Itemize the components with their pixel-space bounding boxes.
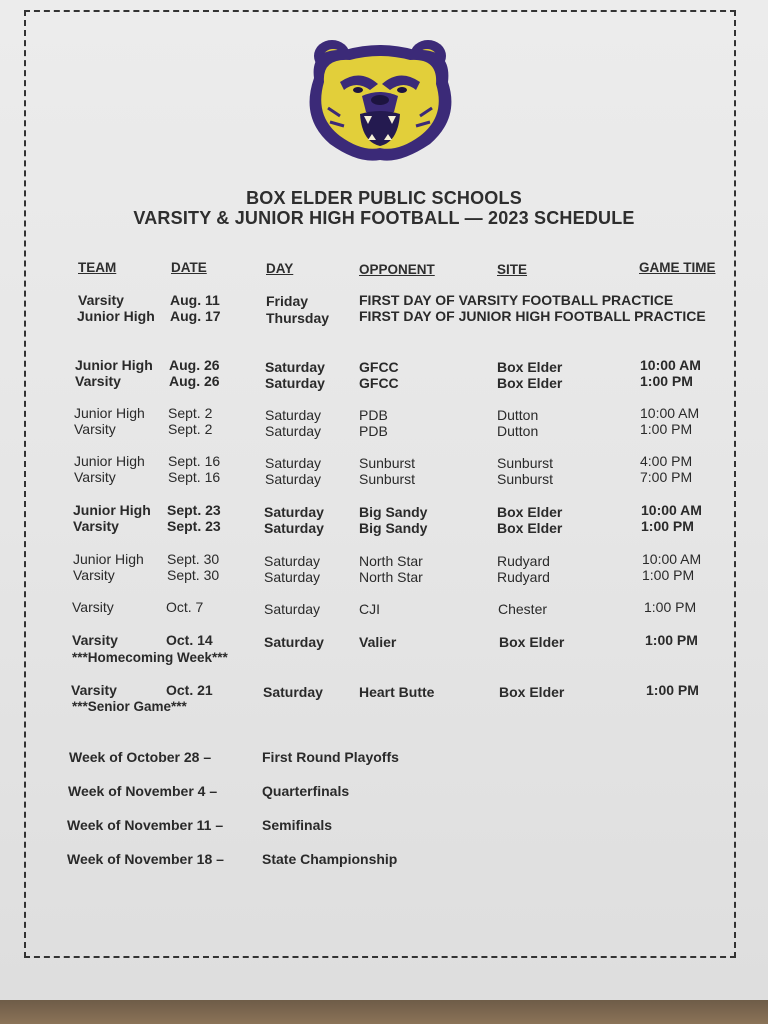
- game-time: 1:00 PM: [640, 373, 693, 389]
- game-time: 10:00 AM: [641, 502, 702, 518]
- game-opponent: Big Sandy: [359, 504, 428, 520]
- practice-day: Thursday: [266, 310, 330, 326]
- playoff-week: Week of November 18 –: [67, 851, 224, 867]
- game-site: Box Elder: [499, 634, 565, 650]
- schedule-title: VARSITY & JUNIOR HIGH FOOTBALL — 2023 SCHEDULE: [133, 208, 635, 228]
- game-opponent: CJI: [359, 601, 380, 617]
- game-site: Box Elder: [497, 504, 563, 520]
- game-date: Sept. 30: [167, 551, 220, 567]
- game-team: Varsity: [74, 421, 116, 437]
- game-time: 7:00 PM: [640, 469, 693, 485]
- game-opponent: Sunburst: [359, 471, 416, 487]
- game-site: Sunburst: [497, 455, 554, 471]
- game-opponent: North Star: [359, 553, 423, 569]
- game-opponent: Heart Butte: [359, 684, 435, 700]
- playoff-round: State Championship: [262, 851, 398, 867]
- header-game-time: GAME TIME: [639, 260, 716, 275]
- game-opponent: GFCC: [359, 359, 399, 375]
- header-site: SITE: [497, 262, 528, 277]
- game-team: Varsity: [71, 682, 117, 698]
- game-team: Junior High: [73, 551, 144, 567]
- game-site: Chester: [498, 601, 548, 617]
- game-day: Saturday: [265, 455, 322, 471]
- game-date: Aug. 26: [169, 373, 220, 389]
- game-day: Saturday: [264, 520, 324, 536]
- header-team: TEAM: [78, 260, 117, 275]
- game-time: 10:00 AM: [642, 551, 702, 567]
- game-time: 4:00 PM: [640, 453, 693, 469]
- game-opponent: Big Sandy: [359, 520, 428, 536]
- game-date: Oct. 7: [166, 599, 204, 615]
- game-opponent: Valier: [359, 634, 397, 650]
- game-site: Rudyard: [497, 569, 550, 585]
- practice-date: Aug. 17: [170, 308, 221, 324]
- practice-note: FIRST DAY OF VARSITY FOOTBALL PRACTICE: [359, 292, 674, 308]
- game-date: Sept. 23: [167, 502, 221, 518]
- bear-head-logo-icon: [300, 38, 460, 162]
- game-date: Oct. 21: [166, 682, 213, 698]
- game-time: 1:00 PM: [645, 632, 698, 648]
- game-day: Saturday: [265, 359, 325, 375]
- game-team: Varsity: [75, 373, 121, 389]
- game-time: 1:00 PM: [640, 421, 693, 437]
- header-date: DATE: [171, 260, 207, 275]
- playoff-round: First Round Playoffs: [262, 749, 399, 765]
- game-team: Junior High: [73, 502, 151, 518]
- game-date: Sept. 2: [168, 421, 213, 437]
- game-time: 1:00 PM: [644, 599, 697, 615]
- playoff-round: Semifinals: [262, 817, 333, 833]
- game-site: Box Elder: [499, 684, 565, 700]
- game-site: Box Elder: [497, 359, 563, 375]
- game-date: Sept. 16: [168, 453, 221, 469]
- game-date: Sept. 2: [168, 405, 213, 421]
- game-opponent: PDB: [359, 423, 388, 439]
- practice-date: Aug. 11: [170, 292, 220, 308]
- practice-day: Friday: [266, 293, 309, 309]
- game-site: Box Elder: [497, 375, 563, 391]
- game-date: Aug. 26: [169, 357, 220, 373]
- game-day: Saturday: [265, 423, 322, 439]
- practice-team: Junior High: [77, 308, 155, 324]
- playoff-week: Week of October 28 –: [69, 749, 212, 765]
- game-day: Saturday: [264, 553, 321, 569]
- game-site: Dutton: [497, 407, 539, 423]
- table-surface: [0, 1000, 768, 1024]
- game-opponent: GFCC: [359, 375, 399, 391]
- playoff-round: Quarterfinals: [262, 783, 350, 799]
- game-team: Varsity: [73, 518, 119, 534]
- game-time: 1:00 PM: [642, 567, 695, 583]
- game-team: Varsity: [72, 632, 118, 648]
- senior-game-note: ***Senior Game***: [72, 699, 187, 714]
- playoff-week: Week of November 4 –: [68, 783, 218, 799]
- school-name: BOX ELDER PUBLIC SCHOOLS: [246, 188, 522, 208]
- game-opponent: North Star: [359, 569, 423, 585]
- game-day: Saturday: [263, 684, 323, 700]
- game-team: Varsity: [74, 469, 116, 485]
- game-date: Sept. 23: [167, 518, 221, 534]
- homecoming-note: ***Homecoming Week***: [72, 650, 228, 665]
- game-day: Saturday: [264, 601, 321, 617]
- game-team: Varsity: [73, 567, 115, 583]
- game-opponent: Sunburst: [359, 455, 416, 471]
- game-time: 10:00 AM: [640, 357, 701, 373]
- game-day: Saturday: [265, 375, 325, 391]
- game-date: Sept. 16: [168, 469, 221, 485]
- game-team: Junior High: [75, 357, 153, 373]
- practice-team: Varsity: [78, 292, 124, 308]
- game-team: Varsity: [72, 599, 114, 615]
- game-day: Saturday: [264, 634, 324, 650]
- game-site: Dutton: [497, 423, 539, 439]
- game-date: Sept. 30: [167, 567, 220, 583]
- header-day: DAY: [266, 261, 294, 276]
- game-time: 10:00 AM: [640, 405, 700, 421]
- game-site: Box Elder: [497, 520, 563, 536]
- game-day: Saturday: [264, 569, 321, 585]
- game-time: 1:00 PM: [641, 518, 694, 534]
- game-day: Saturday: [265, 471, 322, 487]
- game-time: 1:00 PM: [646, 682, 699, 698]
- playoff-week: Week of November 11 –: [67, 817, 224, 833]
- practice-note: FIRST DAY OF JUNIOR HIGH FOOTBALL PRACTICE: [359, 308, 706, 324]
- header-opponent: OPPONENT: [359, 262, 435, 277]
- game-site: Sunburst: [497, 471, 554, 487]
- game-day: Saturday: [264, 504, 324, 520]
- game-site: Rudyard: [497, 553, 550, 569]
- game-team: Junior High: [74, 405, 145, 421]
- game-opponent: PDB: [359, 407, 388, 423]
- game-day: Saturday: [265, 407, 322, 423]
- game-date: Oct. 14: [166, 632, 213, 648]
- game-team: Junior High: [74, 453, 145, 469]
